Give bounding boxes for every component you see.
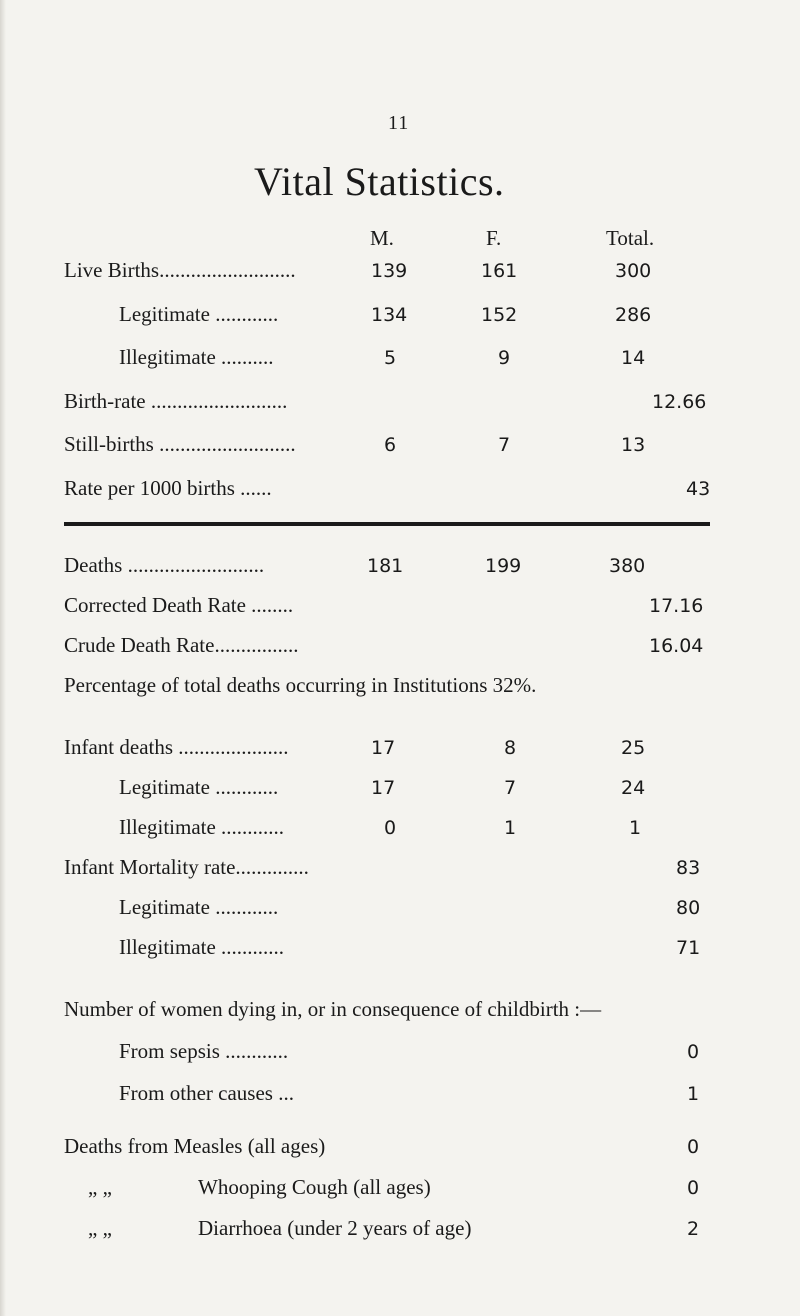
row-measles-label: Deaths from Measles (all ages) <box>64 1134 326 1158</box>
row-infant-mortality-rate-label: Infant Mortality rate.............. <box>64 855 309 879</box>
row-sepsis-label: From sepsis ............ <box>119 1039 289 1063</box>
row-imr-illegitimate-label: Illegitimate ............ <box>119 935 285 959</box>
row-imr-illegitimate-total: 71 <box>676 937 701 959</box>
row-infant-legitimate-m: 17 <box>371 777 396 799</box>
row-imr-legitimate-label: Legitimate ............ <box>119 895 279 919</box>
row-imr-legitimate-total: 80 <box>676 897 701 919</box>
row-legitimate-label: Legitimate ............ <box>119 302 279 326</box>
row-live-births-label: Live Births.......................... <box>64 258 296 282</box>
row-birth-rate-total: 12.66 <box>652 391 707 413</box>
row-rate-per-1000-total: 43 <box>686 478 711 500</box>
row-infant-deaths-label: Infant deaths ..................... <box>64 735 289 759</box>
page-number: 11 <box>388 112 410 134</box>
row-infant-illegitimate-label: Illegitimate ............ <box>119 815 285 839</box>
row-infant-illegitimate-f: 1 <box>504 817 517 839</box>
row-infant-mortality-rate-total: 83 <box>676 857 701 879</box>
row-other-causes-label: From other causes ... <box>119 1081 294 1105</box>
institutions-percentage: Percentage of total deaths occurring in Institutions 32%. <box>64 673 537 697</box>
section-divider <box>64 522 710 526</box>
row-deaths-total: 380 <box>609 555 646 577</box>
row-illegitimate-m: 5 <box>384 347 397 369</box>
row-infant-deaths-m: 17 <box>371 737 396 759</box>
row-legitimate-m: 134 <box>371 304 408 326</box>
row-crude-death-rate-label: Crude Death Rate................ <box>64 633 299 657</box>
header-female: F. <box>486 226 502 250</box>
row-illegitimate-label: Illegitimate .......... <box>119 345 274 369</box>
row-crude-death-rate-total: 16.04 <box>649 635 704 657</box>
row-live-births-f: 161 <box>481 260 518 282</box>
row-infant-illegitimate-total: 1 <box>629 817 642 839</box>
row-illegitimate-f: 9 <box>498 347 511 369</box>
row-measles-value: 0 <box>687 1136 700 1158</box>
header-total: Total. <box>606 226 655 250</box>
row-corrected-death-rate-label: Corrected Death Rate ........ <box>64 593 294 617</box>
row-other-causes-value: 1 <box>687 1083 700 1105</box>
row-whooping-label: Whooping Cough (all ages) <box>198 1175 431 1199</box>
row-rate-per-1000-label: Rate per 1000 births ...... <box>64 476 272 500</box>
row-whooping-value: 0 <box>687 1177 700 1199</box>
row-still-births-f: 7 <box>498 434 511 456</box>
row-infant-deaths-f: 8 <box>504 737 517 759</box>
row-deaths-label: Deaths .......................... <box>64 553 265 577</box>
row-diarrhoea-ditto: „ „ <box>88 1216 112 1240</box>
row-infant-deaths-total: 25 <box>621 737 646 759</box>
row-infant-illegitimate-m: 0 <box>384 817 397 839</box>
row-birth-rate-label: Birth-rate .......................... <box>64 389 288 413</box>
row-deaths-f: 199 <box>485 555 522 577</box>
row-still-births-m: 6 <box>384 434 397 456</box>
row-infant-legitimate-label: Legitimate ............ <box>119 775 279 799</box>
row-illegitimate-total: 14 <box>621 347 646 369</box>
row-corrected-death-rate-total: 17.16 <box>649 595 704 617</box>
page-edge-shadow <box>0 0 6 1316</box>
row-diarrhoea-label: Diarrhoea (under 2 years of age) <box>198 1216 472 1240</box>
row-still-births-total: 13 <box>621 434 646 456</box>
row-live-births-m: 139 <box>371 260 408 282</box>
row-diarrhoea-value: 2 <box>687 1218 700 1240</box>
row-infant-legitimate-total: 24 <box>621 777 646 799</box>
maternal-heading: Number of women dying in, or in consequence of childbirth :— <box>64 997 602 1021</box>
row-whooping-ditto: „ „ <box>88 1175 112 1199</box>
row-live-births-total: 300 <box>615 260 652 282</box>
row-still-births-label: Still-births .......................... <box>64 432 296 456</box>
header-male: M. <box>370 226 394 250</box>
row-infant-legitimate-f: 7 <box>504 777 517 799</box>
row-sepsis-value: 0 <box>687 1041 700 1063</box>
page-title: Vital Statistics. <box>254 159 505 204</box>
row-legitimate-f: 152 <box>481 304 518 326</box>
row-legitimate-total: 286 <box>615 304 652 326</box>
row-deaths-m: 181 <box>367 555 404 577</box>
